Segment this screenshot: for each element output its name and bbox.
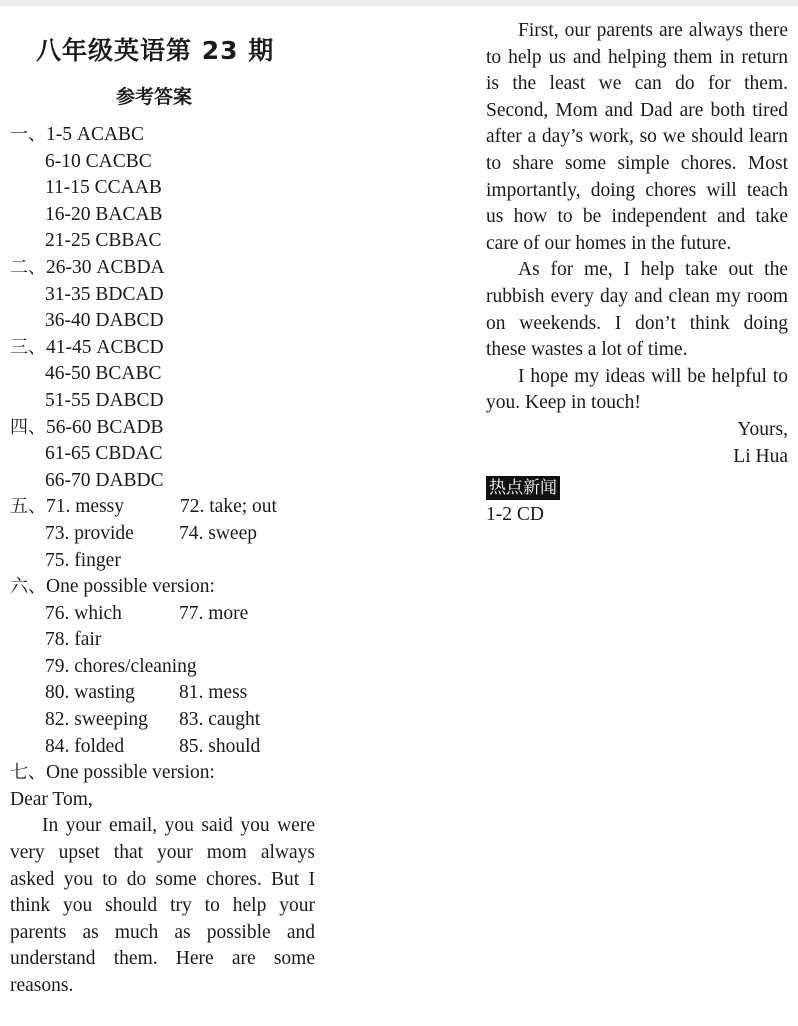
section-5-line — [10, 494, 315, 521]
answer-item: 84. folded — [45, 735, 125, 757]
section-6-line — [10, 574, 315, 601]
section-2-line — [10, 255, 315, 282]
section-3-line — [10, 335, 315, 362]
answer-item: 81. mess — [179, 682, 248, 704]
section-intro: One possible version: — [46, 576, 215, 598]
right-column — [486, 18, 788, 529]
answer-item: 73. provide — [45, 522, 134, 544]
answer-item: 77. more — [179, 602, 249, 624]
section-label: 二、 — [10, 256, 46, 278]
section-label: 一、 — [10, 124, 46, 145]
answer-line: 46-50 BCABC — [45, 363, 162, 385]
answer-row — [10, 521, 315, 548]
answer-line: 51-55 DABCD — [45, 389, 164, 411]
answer-line: 31-35 BDCAD — [45, 283, 164, 305]
section-label: 四、 — [10, 416, 46, 438]
answer-line: 1-5 ACABC — [46, 124, 145, 145]
answer-row — [10, 734, 315, 761]
letter-paragraph-1: In your email, you said you were very upset that your mom always asked you to do some chores. But I think you should try to help your parents as much as possible and understand them. Here are some reasons. — [10, 815, 315, 996]
answer-line: 11-15 CCAAB — [45, 177, 162, 199]
answer-line: 56-60 BCADB — [46, 416, 164, 438]
letter-signature: Li Hua — [733, 445, 788, 467]
section-label: 三、 — [10, 336, 46, 358]
letter-paragraph-2: First, our parents are always there to help us and helping them in return is the least we can do for them. Second, Mom and Dad are both tired after a day’s work, so we should learn to share some simple chores. Most importantly, doing chores will teach us how to be independent and take care of our homes in the future. — [486, 20, 788, 254]
answer-item: 71. messy — [46, 496, 124, 518]
answer-row — [10, 707, 315, 734]
answer-line: 41-45 ACBCD — [46, 336, 164, 358]
answer-item: 82. sweeping — [45, 709, 148, 731]
hot-news-label: 热点新闻 — [486, 476, 560, 500]
hot-news-answers: 1-2 CD — [486, 504, 544, 526]
section-label: 七、 — [10, 762, 46, 784]
section-7-line — [10, 760, 315, 787]
letter-paragraph-3: As for me, I help take out the rubbish every day and clean my room on weekends. I don’t think doing these wastes a lot of time. — [486, 259, 788, 361]
answer-key-heading: 参考答案 — [116, 86, 193, 108]
answer-item: 80. wasting — [45, 682, 135, 704]
section-label: 六、 — [10, 576, 46, 598]
page-title: 八年级英语第 23 期 — [36, 36, 275, 65]
answer-item: 74. sweep — [179, 522, 257, 544]
letter-closing: Yours, — [737, 418, 788, 440]
answer-row — [10, 601, 315, 628]
letter-greeting: Dear Tom, — [10, 788, 93, 810]
letter-paragraph-4: I hope my ideas will be helpful to you. Keep in touch! — [486, 365, 788, 414]
answer-item: 76. which — [45, 602, 122, 624]
answer-line: 36-40 DABCD — [45, 310, 164, 332]
answer-item: 79. chores/cleaning — [45, 655, 197, 677]
answer-line: 26-30 ACBDA — [46, 256, 165, 278]
section-1-line — [10, 122, 315, 149]
section-4-line — [10, 415, 315, 442]
section-label: 五、 — [10, 496, 46, 518]
answer-item: 85. should — [179, 735, 261, 757]
answer-item: 78. fair — [45, 629, 102, 651]
answer-item: 75. finger — [45, 549, 121, 571]
answer-item: 72. take; out — [180, 496, 277, 518]
answer-row — [10, 680, 315, 707]
answer-line: 16-20 BACAB — [45, 203, 163, 225]
answer-item: 83. caught — [179, 709, 261, 731]
answer-line: 61-65 CBDAC — [45, 443, 163, 465]
left-column — [10, 30, 315, 1000]
answer-line: 66-70 DABDC — [45, 469, 164, 491]
top-border — [0, 0, 798, 6]
answer-line: 6-10 CACBC — [45, 150, 152, 172]
section-intro: One possible version: — [46, 762, 215, 784]
answer-line: 21-25 CBBAC — [45, 230, 162, 252]
